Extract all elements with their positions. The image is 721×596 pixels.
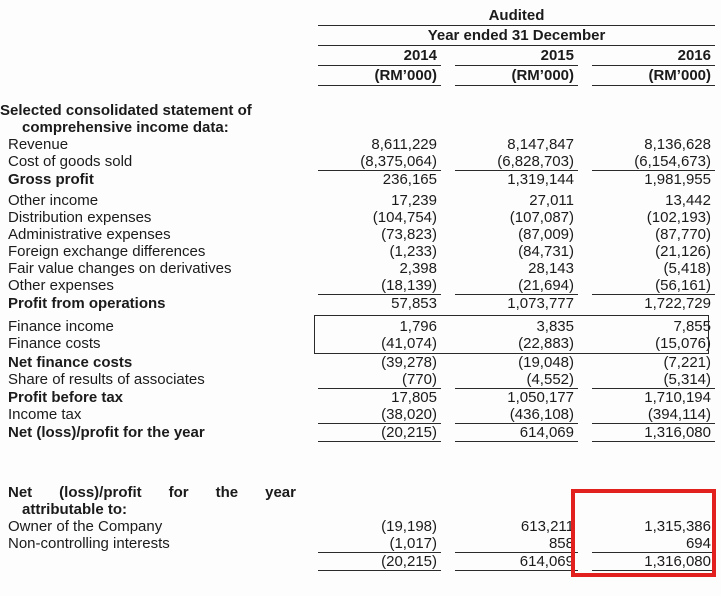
table-row-fair-value-changes [0,260,721,277]
table-row-other-income [0,192,721,209]
cell-2016: 13,442 [665,192,711,209]
table-row-net-loss-profit-for-the-year [0,424,721,442]
cell-2015: (87,009) [518,226,574,243]
cell-2016: (6,154,673) [592,153,715,171]
cell-2014: (8,375,064) [318,153,441,171]
cell-2016: (7,221) [663,354,711,371]
table-row-finance-costs [0,335,721,352]
cell-2016: (56,161) [592,277,715,295]
row-label: Revenue [8,136,69,153]
cell-2015: 614,069 [455,424,578,442]
cell-2014: (73,823) [381,226,437,243]
table-row-non-controlling-interests [0,535,721,553]
cell-2016: (87,770) [655,226,711,243]
row-label: Profit from operations [8,295,166,312]
cell-2014: (41,074) [381,334,437,352]
table-row-profit-before-tax [0,389,721,406]
cell-2015: 3,835 [536,317,574,335]
cell-2014: (18,139) [318,277,441,295]
header-years-row [0,46,721,66]
cell-2014: (1,233) [389,243,437,260]
unit-header-2016: (RM’000) [592,66,715,86]
cell-2015: 614,069 [455,553,578,571]
header-period-row [0,26,721,46]
cell-2015: 1,050,177 [507,389,574,406]
year-header-2015: 2015 [455,46,578,66]
header-spacer [0,46,318,66]
cell-2015: (22,883) [518,334,574,352]
cell-2016: 1,316,080 [592,553,715,571]
cell-2015: 28,143 [528,260,574,277]
row-label: Finance costs [8,334,101,352]
cell-2016: (394,114) [592,406,715,424]
row-label [0,553,318,571]
cell-2014: (1,017) [318,535,441,553]
year-header-2016: 2016 [592,46,715,66]
cell-2014: 57,853 [391,295,437,312]
section-title [0,102,721,136]
header-spacer [0,66,318,86]
cell-2014: (19,198) [381,518,437,535]
header-spacer [0,6,318,26]
row-label: Non-controlling interests [8,535,170,552]
row-label: Share of results of associates [8,371,205,388]
cell-2014: (20,215) [318,553,441,571]
row-label: Gross profit [8,171,94,188]
table-row-profit-from-operations [0,295,721,312]
cell-2015: 858 [455,535,578,553]
cell-2014: 1,796 [399,317,437,335]
cell-2016: (15,076) [655,334,711,352]
cell-2015: (19,048) [518,354,574,371]
table-row-finance-income [0,318,721,335]
table-row-revenue [0,136,721,153]
cell-2016: 694 [592,535,715,553]
cell-2016: (5,418) [663,260,711,277]
cell-2014: 8,611,229 [371,136,437,153]
header-spacer [0,26,318,46]
row-label: Foreign exchange differences [8,243,206,260]
row-label: Cost of goods sold [8,153,133,170]
section-title-line1: Selected consolidated statement of [0,102,252,119]
table-row-foreign-exchange-differences [0,243,721,260]
cell-2015: 1,319,144 [507,171,574,188]
row-label: Income tax [8,406,82,423]
year-header-2014: 2014 [318,46,441,66]
header-audited-row [0,6,721,26]
table-row-cost-of-goods-sold [0,153,721,171]
cell-2016: (21,126) [655,243,711,260]
header-units-row [0,66,721,86]
row-label: Distribution expenses [8,209,152,226]
cell-2015: (6,828,703) [455,153,578,171]
row-label: Profit before tax [8,389,124,406]
table-row-share-of-results-of-associates [0,371,721,389]
cell-2016: 8,136,628 [644,136,711,153]
row-label: Net (loss)/profit for the year [8,424,205,441]
cell-2015: (436,108) [455,406,578,424]
cell-2016: 1,316,080 [592,424,715,442]
cell-2015: (84,731) [518,243,574,260]
cell-2014: 236,165 [382,171,437,188]
cell-2014: (39,278) [381,354,437,371]
table-row-owner-of-the-company [0,518,721,535]
cell-2014: (38,020) [318,406,441,424]
table-row-distribution-expenses [0,209,721,226]
table-row-other-expenses [0,277,721,295]
cell-2014: 2,398 [399,260,437,277]
cell-2014: 17,239 [391,192,437,209]
cell-2014: (770) [318,371,441,389]
section-title-line2: comprehensive income data: [22,119,229,136]
attributable-section [0,484,721,571]
cell-2016: 1,722,729 [644,295,711,312]
cell-2015: 8,147,847 [507,136,574,153]
cell-2014: 17,805 [391,389,437,406]
table-row-gross-profit [0,171,721,188]
table-row-attributable-total [0,553,721,571]
cell-2015: 1,073,777 [507,295,574,312]
row-label: Finance income [8,317,114,335]
cell-2016: (102,193) [646,209,711,226]
unit-header-2015: (RM’000) [455,66,578,86]
cell-2015: (21,694) [455,277,578,295]
row-label: Other expenses [8,277,114,294]
attributable-title-line1: Net (loss)/profit for the year [8,484,296,501]
row-label: Fair value changes on derivatives [8,260,232,277]
cell-2015: (4,552) [455,371,578,389]
audited-header: Audited [318,6,715,26]
row-label: Administrative expenses [8,226,171,243]
period-header: Year ended 31 December [318,26,715,46]
cell-2016: 7,855 [673,317,711,335]
row-label: Net finance costs [8,354,133,371]
cell-2016: 1,315,386 [644,518,711,535]
table-row-administrative-expenses [0,226,721,243]
cell-2016: 1,710,194 [644,389,711,406]
cell-2016: (5,314) [592,371,715,389]
table-row-net-finance-costs [0,354,721,371]
cell-2014: (20,215) [318,424,441,442]
cell-2014: (104,754) [372,209,437,226]
cell-2015: 27,011 [529,192,574,209]
attributable-title-line2: attributable to: [22,501,127,518]
cell-2015: 613,211 [520,518,574,535]
finance-rows-group [0,315,721,354]
cell-2015: (107,087) [509,209,574,226]
cell-2016: 1,981,955 [644,171,711,188]
row-label: Other income [8,192,99,209]
unit-header-2014: (RM’000) [318,66,441,86]
row-label: Owner of the Company [8,518,163,535]
table-row-income-tax [0,406,721,424]
